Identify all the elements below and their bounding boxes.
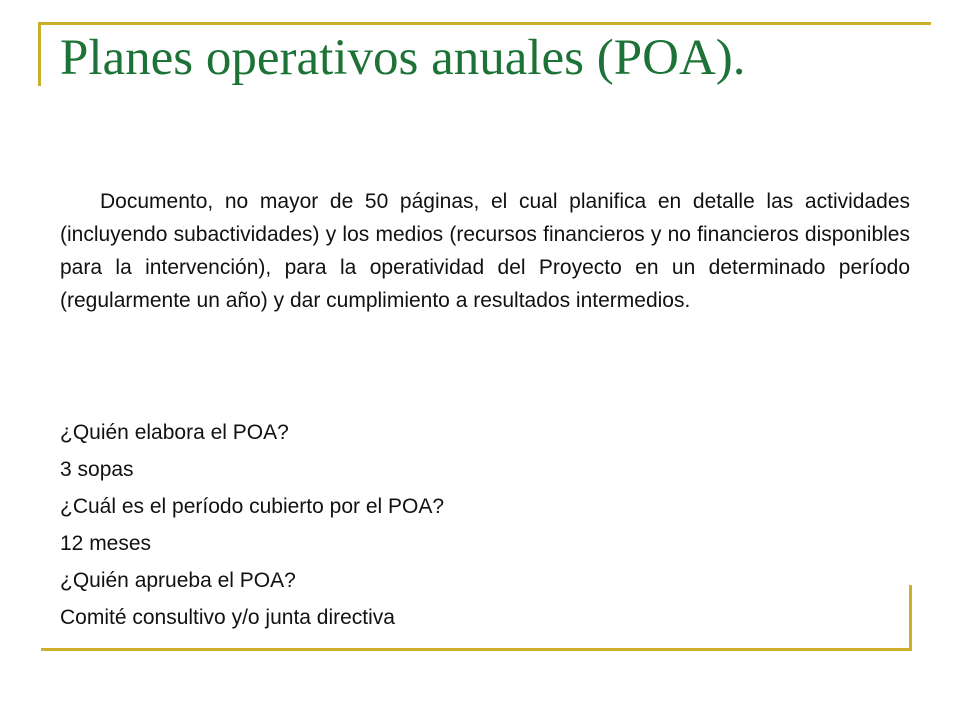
left-accent-rule — [38, 22, 41, 86]
answer-who-prepares: 3 sopas — [60, 458, 134, 481]
right-accent-rule — [909, 585, 912, 651]
answer-period-covered: 12 meses — [60, 532, 152, 555]
answer-who-approves: Comité consultivo y/o junta directiva — [60, 606, 395, 629]
definition-paragraph: Documento, no mayor de 50 páginas, el cual planifica en detalle las actividades (incluyendo subactividades) y los medios (recursos financieros y no financieros disponibles para la intervención), para la operatividad del Proyecto en un determinado período (regularmente un año) y dar cumplimiento a resultados intermedios. — [60, 190, 910, 312]
question-who-approves: ¿Quién aprueba el POA? — [60, 569, 296, 592]
slide-title: Planes operativos anuales (POA). — [60, 30, 746, 86]
question-who-prepares: ¿Quién elabora el POA? — [60, 421, 289, 444]
question-period-covered: ¿Cuál es el período cubierto por el POA? — [60, 495, 445, 518]
bottom-accent-rule — [41, 648, 912, 651]
qa-list — [60, 414, 444, 636]
top-accent-rule — [38, 22, 931, 25]
